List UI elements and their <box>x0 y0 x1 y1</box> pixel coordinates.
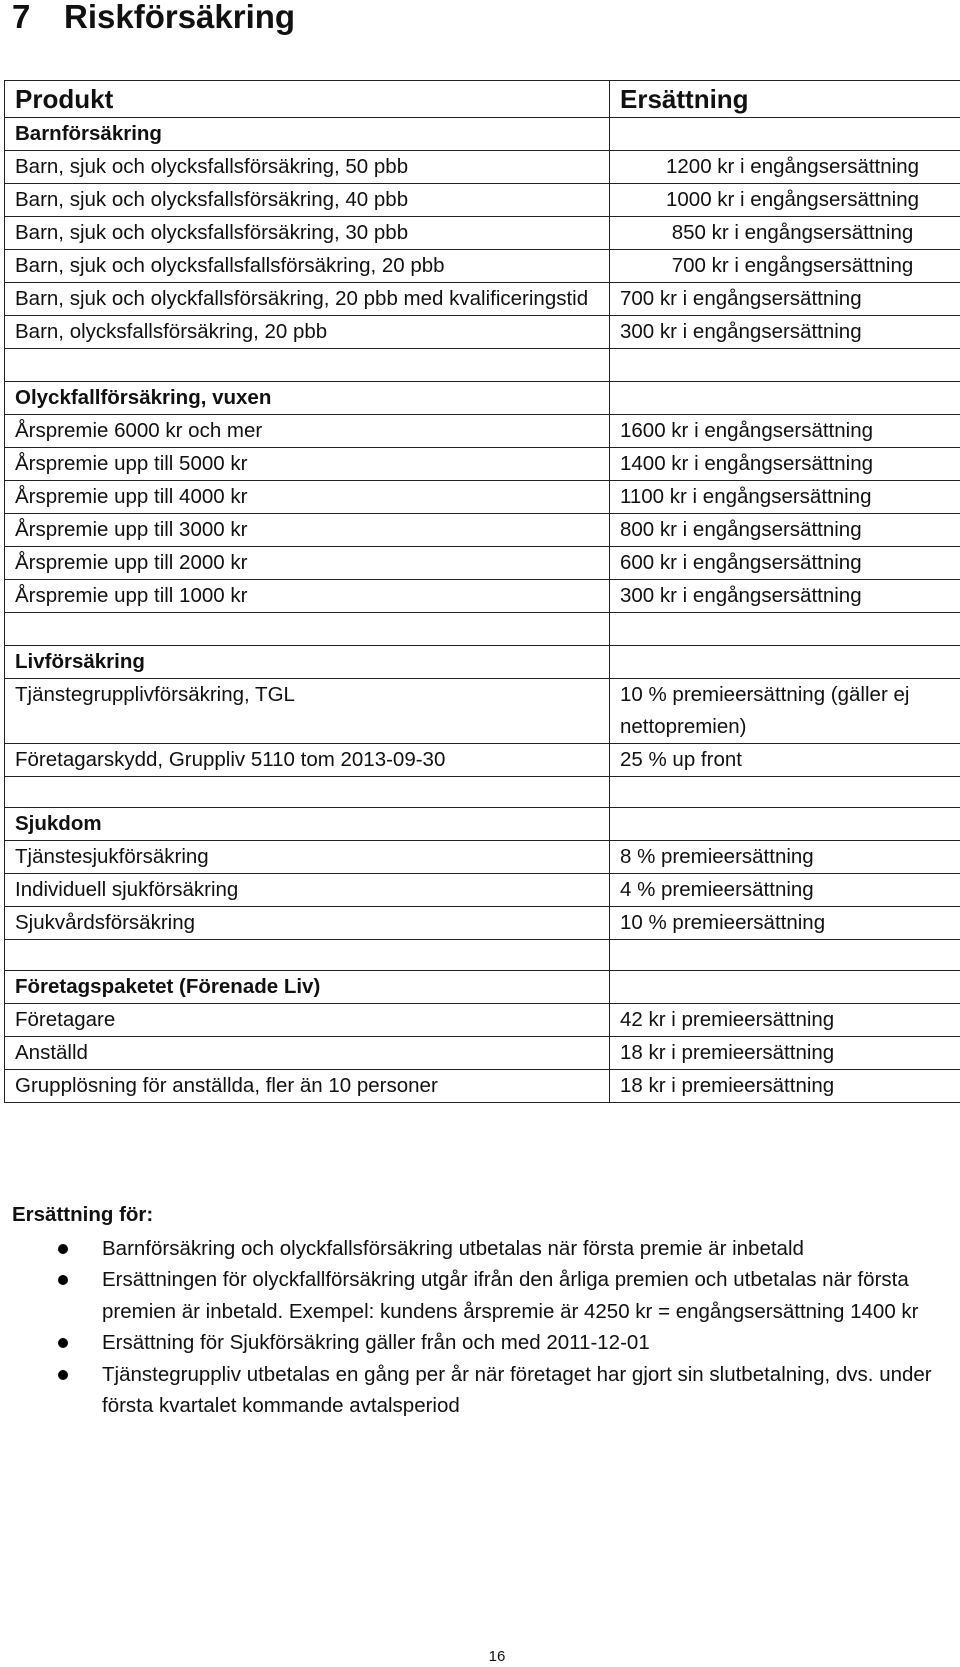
table-row <box>5 151 960 184</box>
table-row <box>5 217 960 250</box>
table-row <box>5 1037 960 1070</box>
product-cell: Grupplösning för anställda, fler än 10 personer <box>5 1070 610 1103</box>
section-title: Olyckfallförsäkring, vuxen <box>5 382 610 415</box>
list-item <box>12 1264 952 1327</box>
product-cell: Barn, sjuk och olyckfallsförsäkring, 20 pbb med kvalificeringstid <box>5 283 610 316</box>
compensation-cell: 8 % premieersättning <box>610 841 960 874</box>
compensation-cell: 42 kr i premieersättning <box>610 1004 960 1037</box>
table-row <box>5 580 960 613</box>
table-row <box>5 514 960 547</box>
product-cell: Tjänstesjukförsäkring <box>5 841 610 874</box>
product-cell: Årspremie upp till 4000 kr <box>5 481 610 514</box>
table-row <box>5 283 960 316</box>
compensation-cell: 800 kr i engångsersättning <box>610 514 960 547</box>
column-header-compensation: Ersättning <box>610 81 960 118</box>
spacer-row <box>5 613 960 646</box>
note-text: Tjänstegruppliv utbetalas en gång per år när företaget har gjort sin slutbetalning, dvs. under första kvartalet kommande avtalsperiod <box>102 1362 932 1417</box>
compensation-cell: 300 kr i engångsersättning <box>610 580 960 613</box>
product-cell: Årspremie 6000 kr och mer <box>5 415 610 448</box>
table-row <box>5 448 960 481</box>
compensation-cell: 10 % premieersättning (gäller ej nettopremien) <box>610 679 960 744</box>
compensation-cell: 1600 kr i engångsersättning <box>610 415 960 448</box>
spacer-row <box>5 349 960 382</box>
product-cell: Barn, sjuk och olycksfallsförsäkring, 30 pbb <box>5 217 610 250</box>
table-row <box>5 184 960 217</box>
table-row <box>5 547 960 580</box>
compensation-cell: 25 % up front <box>610 744 960 777</box>
section-title: Barnförsäkring <box>5 118 610 151</box>
table-row <box>5 841 960 874</box>
section-row <box>5 646 960 679</box>
compensation-cell: 700 kr i engångsersättning <box>610 250 960 283</box>
table-row <box>5 744 960 777</box>
notes-title: Ersättning för: <box>12 1203 154 1226</box>
spacer-row <box>5 777 960 808</box>
compensation-notes <box>12 1199 952 1422</box>
compensation-cell: 700 kr i engångsersättning <box>610 283 960 316</box>
table-header-row <box>5 81 960 118</box>
product-cell: Barn, sjuk och olycksfallsförsäkring, 40 pbb <box>5 184 610 217</box>
page-heading <box>12 0 295 34</box>
table-row <box>5 907 960 940</box>
table-row <box>5 874 960 907</box>
table-row <box>5 679 960 744</box>
empty-cell <box>610 382 960 415</box>
empty-cell <box>610 808 960 841</box>
section-title: Sjukdom <box>5 808 610 841</box>
product-cell: Årspremie upp till 1000 kr <box>5 580 610 613</box>
product-cell: Årspremie upp till 5000 kr <box>5 448 610 481</box>
bullet-icon <box>58 1370 68 1380</box>
product-cell: Företagarskydd, Gruppliv 5110 tom 2013-09-30 <box>5 744 610 777</box>
note-text: Ersättningen för olyckfallförsäkring utgår ifrån den årliga premien och utbetalas när första premien är inbetald. Exempel: kundens årspremie är 4250 kr = engångsersättning 1400 kr <box>102 1268 919 1323</box>
list-item <box>12 1327 952 1359</box>
list-item <box>12 1233 952 1265</box>
product-cell: Företagare <box>5 1004 610 1037</box>
table-row <box>5 481 960 514</box>
table-row <box>5 316 960 349</box>
bullet-icon <box>58 1275 68 1285</box>
compensation-cell: 10 % premieersättning <box>610 907 960 940</box>
compensation-cell: 850 kr i engångsersättning <box>610 217 960 250</box>
table-row <box>5 1070 960 1103</box>
column-header-product: Produkt <box>5 81 610 118</box>
section-title: Livförsäkring <box>5 646 610 679</box>
product-cell: Individuell sjukförsäkring <box>5 874 610 907</box>
bullet-icon <box>58 1338 68 1348</box>
section-row <box>5 971 960 1004</box>
list-item <box>12 1359 952 1422</box>
product-cell: Anställd <box>5 1037 610 1070</box>
compensation-cell: 4 % premieersättning <box>610 874 960 907</box>
heading-number: 7 <box>12 0 31 35</box>
compensation-cell: 1200 kr i engångsersättning <box>610 151 960 184</box>
bullet-icon <box>58 1244 68 1254</box>
compensation-cell: 1100 kr i engångsersättning <box>610 481 960 514</box>
notes-list <box>12 1233 952 1422</box>
table-row <box>5 250 960 283</box>
table-row <box>5 415 960 448</box>
spacer-row <box>5 940 960 971</box>
risk-insurance-table <box>4 80 960 1103</box>
page-number: 16 <box>488 1648 506 1665</box>
product-cell: Barn, olycksfallsförsäkring, 20 pbb <box>5 316 610 349</box>
section-title: Företagspaketet (Förenade Liv) <box>5 971 610 1004</box>
compensation-cell: 600 kr i engångsersättning <box>610 547 960 580</box>
product-cell: Sjukvårdsförsäkring <box>5 907 610 940</box>
note-text: Ersättning för Sjukförsäkring gäller från och med 2011-12-01 <box>102 1331 650 1354</box>
product-cell: Barn, sjuk och olycksfallsförsäkring, 50 pbb <box>5 151 610 184</box>
table-row <box>5 1004 960 1037</box>
product-cell: Barn, sjuk och olycksfallsfallsförsäkring, 20 pbb <box>5 250 610 283</box>
note-text: Barnförsäkring och olyckfallsförsäkring utbetalas när första premie är inbetald <box>102 1236 804 1260</box>
compensation-cell: 18 kr i premieersättning <box>610 1070 960 1103</box>
heading-title: Riskförsäkring <box>64 0 296 35</box>
compensation-cell: 18 kr i premieersättning <box>610 1037 960 1070</box>
empty-cell <box>610 646 960 679</box>
compensation-cell: 1000 kr i engångsersättning <box>610 184 960 217</box>
compensation-cell: 300 kr i engångsersättning <box>610 316 960 349</box>
compensation-cell: 1400 kr i engångsersättning <box>610 448 960 481</box>
product-cell: Årspremie upp till 2000 kr <box>5 547 610 580</box>
section-row <box>5 808 960 841</box>
empty-cell <box>610 971 960 1004</box>
product-cell: Årspremie upp till 3000 kr <box>5 514 610 547</box>
empty-cell <box>610 118 960 151</box>
section-row <box>5 118 960 151</box>
product-cell: Tjänstegrupplivförsäkring, TGL <box>5 679 610 744</box>
section-row <box>5 382 960 415</box>
